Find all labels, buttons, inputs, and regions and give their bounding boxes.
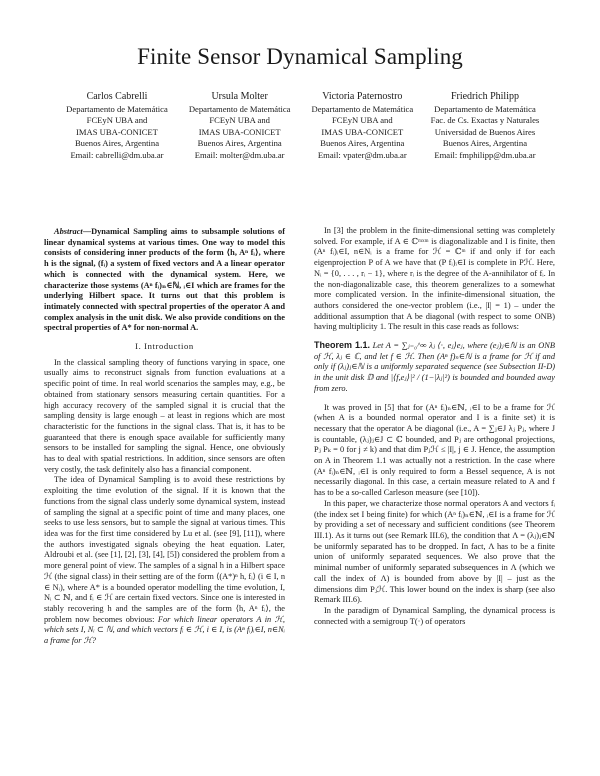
author-name: Ursula Molter — [211, 91, 268, 102]
author-affiliation-line: Buenos Aires, Argentina — [197, 138, 282, 149]
author-block — [56, 90, 546, 161]
author-affiliation-line: IMAS UBA-CONICET — [198, 126, 281, 137]
theorem-statement: Let A = ∑ⱼ₌₀^∞ λⱼ ⟨·, eⱼ⟩eⱼ, where (eⱼ)ⱼ∈ℕ is an ONB of ℋ, λⱼ ∈ ℂ, and let f ∈ ℋ. Then (Aⁿ f)ₙ∈ℕ is a frame for ℋ if and only if (λⱼ)ⱼ∈ℕ is a uniformly separated sequence (see Subsection II-D) in the unit disk 𝔻 and |⟨f,eⱼ⟩|² / (1−|λⱼ|²) is bounded and bounded away from zero. — [314, 341, 555, 393]
paper-title: Finite Sensor Dynamical Sampling — [137, 44, 463, 69]
author-affiliation-line: Departamento de Matemática — [311, 104, 414, 114]
author-affiliation-line: IMAS UBA-CONICET — [321, 126, 404, 137]
author-name: Friedrich Philipp — [450, 91, 519, 102]
author-name: Carlos Cabrelli — [86, 91, 148, 102]
author-email: Email: molter@dm.uba.ar — [194, 149, 285, 160]
author-affiliation-line: Fac. de Cs. Exactas y Naturales — [430, 115, 540, 126]
abstract — [44, 227, 285, 334]
theorem-1-1 — [314, 340, 555, 395]
author-affiliation-line: Universidad de Buenos Aires — [434, 126, 536, 137]
author-paternostro — [301, 90, 423, 161]
body-paragraph: In this paper, we characterize those normal operators A and vectors fᵢ (the index set I being finite) for which (Aⁿ fᵢ)ₙ∈ℕ, ᵢ∈I is a frame for ℋ by providing a set of necessary and sufficient conditions (see Theorem III.1). As it turns out (see Remark III.6), the condition that Λ = (λⱼ)ⱼ∈ℕ be uniformly separated has to be dropped. In fact, Λ has to be a finite union of uniformly separated sequences. We also prove that the minimal number of uniformly separated subsequences in Λ (which we call the index of Λ) is bounded from above by |I| – just as the dimensions dim Pⱼℋ. This lower bound on the index is sharp (see also Remark III.6). — [314, 498, 555, 605]
right-column — [314, 226, 555, 627]
research-question: For which linear operators A in ℋ, which sets I, Nᵢ ⊂ ℕ, and which vectors fᵢ ∈ ℋ, i ∈ I, is (Aⁿ fᵢ)ᵢ∈I, n∈Nᵢ a frame for ℋ? — [44, 614, 285, 646]
body-paragraph: In the paradigm of Dynamical Sampling, the dynamical process is connected with a semigroup T(·) of operators — [314, 605, 555, 626]
body-paragraph: In the classical sampling theory of functions varying in space, one usually aims to reconstruct signals from function evaluations at a specific point of time. In real world scenarios the samples may, e.g., be obtained from stationary sensors measuring certain quantities. For a high accuracy recovery of the sampled signal it is crucial that the sampling density is large enough – at least in regions which are most characteristic for the functions in the signal class. That is, it has to be guaranteed that there is enough space available for sufficiently many sensors to be installed for sampling the signal. Hence, one obviously has to deal with spatial restrictions. In addition, since sensors are often very costly, the task definitely also has a financial component. — [44, 357, 285, 474]
author-email: Email: vpater@dm.uba.ar — [317, 149, 407, 160]
author-affiliation-line: Buenos Aires, Argentina — [442, 138, 528, 149]
author-name: Victoria Paternostro — [322, 91, 403, 102]
author-affiliation-line: Departamento de Matemática — [66, 104, 168, 114]
author-email: Email: fmphilipp@dm.uba.ar — [434, 149, 536, 160]
author-philipp — [424, 90, 546, 161]
author-affiliation-line: FCEyN UBA and — [331, 115, 393, 126]
body-paragraph — [44, 475, 285, 646]
author-email: Email: cabrelli@dm.uba.ar — [70, 149, 164, 160]
author-affiliation-line: Buenos Aires, Argentina — [320, 138, 405, 149]
abstract-text: —Dynamical Sampling aims to subsample solutions of linear dynamical systems at various times. One way to model this consists of considering inner products of the form ⟨h, Aⁿ fᵢ⟩, where h is the signal, (fᵢ) a system of fixed vectors and A a linear operator which is connected with the dynamical system. Here, we characterize those systems (Aⁿ fᵢ)ₙ∈ℕ, ᵢ∈I which are frames for the underlying Hilbert space. It turns out that this problem is intimately connected with spectral properties of the operator A and complex analysis in the unit disk. We also provide conditions on the spectral properties of A* for non-normal A. — [44, 227, 285, 333]
author-molter — [179, 90, 301, 161]
author-cabrelli — [56, 90, 178, 161]
author-affiliation-line: FCEyN UBA and — [209, 115, 270, 126]
body-paragraph-text: The idea of Dynamical Sampling is to avoid these restrictions by exploiting the time evolution of the signal. If it is known that the functions from the signal class underly some dynamical system, instead of sampling the signal at a specific point of time and many places, one seeks to use less sensors, but to sample the signal at various times. This idea was for the first time considered by Lu et al. (see [9], [11]), where the authors investigated signals obeying the heat equation. Later, Aldroubi et al. (see [1], [2], [3], [4], [5]) considered the problem from a more general point of view. The samples of a signal h in a Hilbert space ℋ (the signal class) in their setting are of the form ⟨(A*)ⁿ h, fᵢ⟩ (i ∈ I, n ∈ Nᵢ), where A* is a bounded operator modelling the time evolution, I, Nᵢ ⊂ ℕ, and fᵢ ∈ ℋ are certain fixed vectors. Since one is interested in stably recovering h and the samples are of the form ⟨h, Aⁿ fᵢ⟩, the problem now becomes obvious: — [44, 475, 285, 624]
left-column — [44, 227, 285, 647]
section-heading-introduction: I. Introduction — [135, 341, 194, 352]
body-paragraph: It was proved in [5] that for (Aⁿ fᵢ)ₙ∈ℕ, ᵢ∈I to be a frame for ℋ (when A is a bounded normal operator and I is a finite set) it is necessary that the operator A be diagonal (i.e., A = ∑ⱼ∈J λⱼ Pⱼ, where J is countable, (λⱼ)ⱼ∈J ⊂ ℂ bounded, and Pⱼ are orthogonal projections, Pⱼ Pₖ = 0 for j ≠ k) and that dim Pⱼℋ ≤ |I|, j ∈ J. Hence, the assumption on A in Theorem 1.1 was actually not a restriction. In the case where (Aⁿ fᵢ)ₙ∈ℕ, ᵢ∈I is only required to form a Bessel sequence, A is not necessarily diagonal. In this case, a certain measure related to A and f has to be a so-called Carleson measure (see [10]). — [314, 402, 555, 498]
author-affiliation-line: FCEyN UBA and — [86, 115, 148, 126]
author-affiliation-line: IMAS UBA-CONICET — [76, 126, 158, 137]
abstract-label: Abstract — [54, 227, 83, 236]
theorem-label: Theorem 1.1. — [314, 340, 371, 351]
author-affiliation-line: Departamento de Matemática — [188, 104, 291, 114]
author-affiliation-line: Buenos Aires, Argentina — [74, 138, 160, 149]
body-paragraph: In [3] the problem in the finite-dimensional setting was completely solved. For example, if A ∈ ℂᵐˣᵐ is diagonalizable and I is finite, then (Aⁿ fᵢ)ᵢ∈I, n∈Nᵢ is a frame for ℋ = ℂᵐ if and only if for each eigenprojection P of A we have that (P fᵢ)ᵢ∈I is complete in Pℋ. Here, Nᵢ = {0, . . . , rᵢ − 1}, where rᵢ is the degree of the A-annihilator of fᵢ. In the non-diagonalizable case, this theorem generalizes to a somewhat more complicated version. In the infinite-dimensional situation, the authors considered the one-vector problem (i.e., |I| = 1) – under the additional assumption that A be diagonal (with respect to some ONB) having multiplicity 1. The result in this case reads as follows: — [314, 226, 555, 332]
author-affiliation-line: Departamento de Matemática — [434, 104, 536, 114]
